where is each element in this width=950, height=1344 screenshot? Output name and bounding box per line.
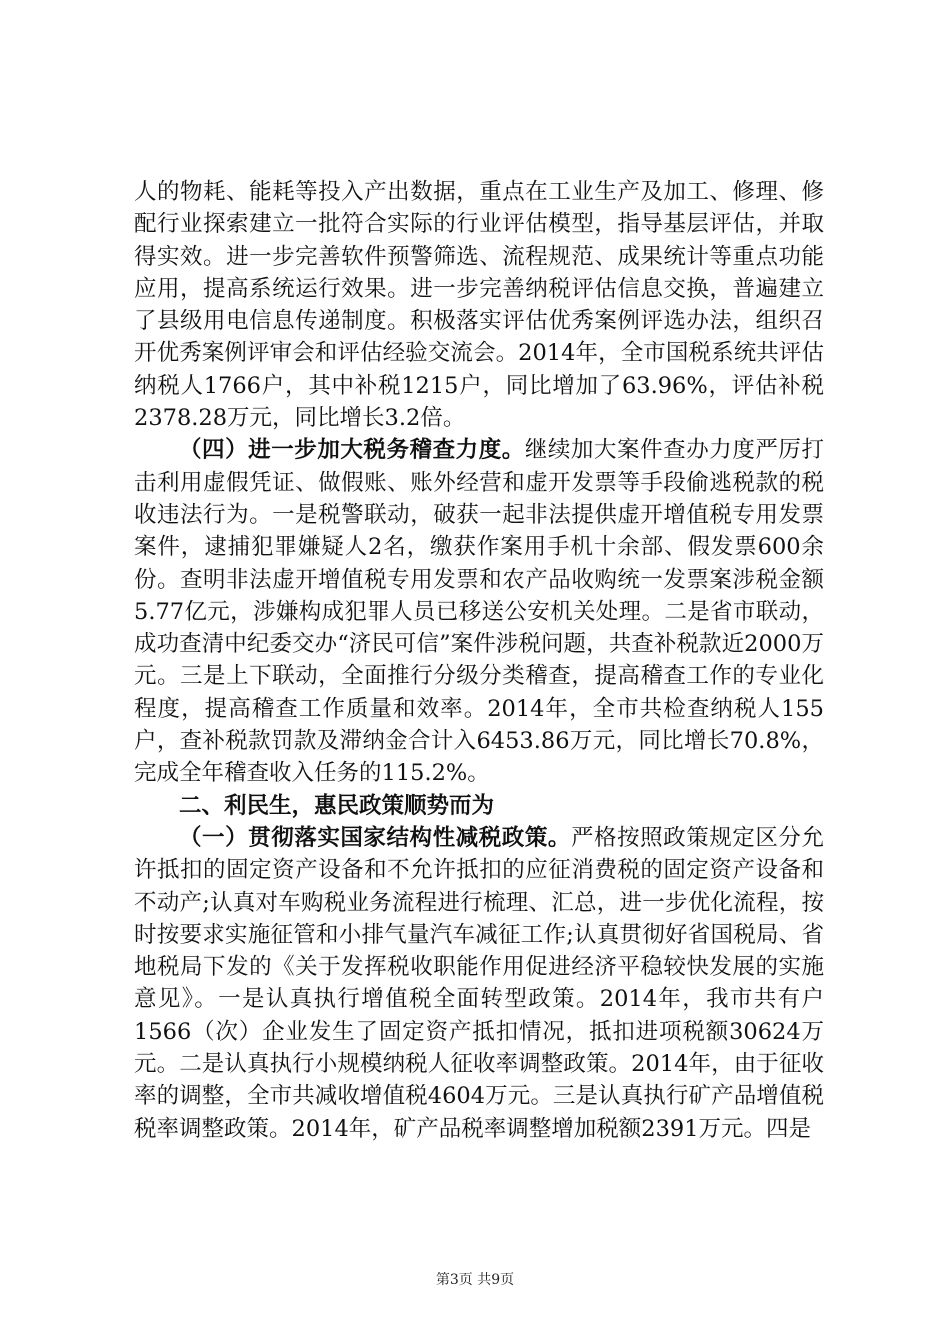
paragraph-inspection bbox=[134, 434, 824, 789]
section-heading: 二、利民生，惠民政策顺势而为 bbox=[179, 792, 495, 819]
paragraph-tax-reduction-heading: （一）贯彻落实国家结构性减税政策。 bbox=[179, 824, 571, 851]
paragraph-tax-reduction bbox=[134, 822, 824, 1145]
paragraph-evaluation: 人的物耗、能耗等投入产出数据，重点在工业生产及加工、修理、修配行业探索建立一批符合实际的行业评估模型，指导基层评估，并取得实效。进一步完善软件预警筛选、流程规范、成果统计等重点功能应用，提高系统运行效果。进一步完善纳税评估信息交换，普遍建立了县级用电信息传递制度。积极落实评估优秀案例评选办法，组织召开优秀案例评审会和评估经验交流会。2014年，全市国税系统共评估纳税人1766户，其中补税1215户，同比增加了63.96%，评估补税2378.28万元，同比增长3.2倍。 bbox=[134, 179, 824, 432]
paragraph-inspection-heading: （四）进一步加大税务稽查力度。 bbox=[179, 437, 525, 464]
page-number-footer: 第3页 共9页 bbox=[435, 1272, 515, 1288]
document-body bbox=[134, 176, 824, 1145]
paragraph-tax-reduction-body: 严格按照政策规定区分允许抵扣的固定资产设备和不允许抵扣的应征消费税的固定资产设备和不动产;认真对车购税业务流程进行梳理、汇总，进一步优化流程，按时按要求实施征管和小排气量汽车减征工作;认真贯彻好省国税局、省地税局下发的《关于发挥税收职能作用促进经济平稳较快发展的实施意见》。一是认真执行增值税全面转型政策。2014年，我市共有户1566（次）企业发生了固定资产抵扣情况，抵扣进项税额30624万元。二是认真执行小规模纳税人征收率调整政策。2014年，由于征收率的调整，全市共减收增值税4604万元。三是认真执行矿产品增值税税率调整政策。2014年，矿产品税率调整增加税额2391万元。四是 bbox=[134, 824, 824, 1142]
paragraph-inspection-body: 继续加大案件查办力度严厉打击利用虚假凭证、做假账、账外经营和虚开发票等手段偷逃税款的税收违法行为。一是税警联动，破获一起非法提供虚开增值税专用发票案件，逮捕犯罪嫌疑人2名，缴获作案用手机十余部、假发票600余份。查明非法虚开增值税专用发票和农产品收购统一发票案涉税金额5.77亿元，涉嫌构成犯罪人员已移送公安机关处理。二是省市联动，成功查清中纪委交办“济民可信”案件涉税问题，共查补税款近2000万元。三是上下联动，全面推行分级分类稽查，提高稽查工作的专业化程度，提高稽查工作质量和效率。2014年，全市共检查纳税人155户，查补税款罚款及滞纳金合计入6453.86万元，同比增长70.8%，完成全年稽查收入任务的115.2%。 bbox=[134, 437, 824, 787]
